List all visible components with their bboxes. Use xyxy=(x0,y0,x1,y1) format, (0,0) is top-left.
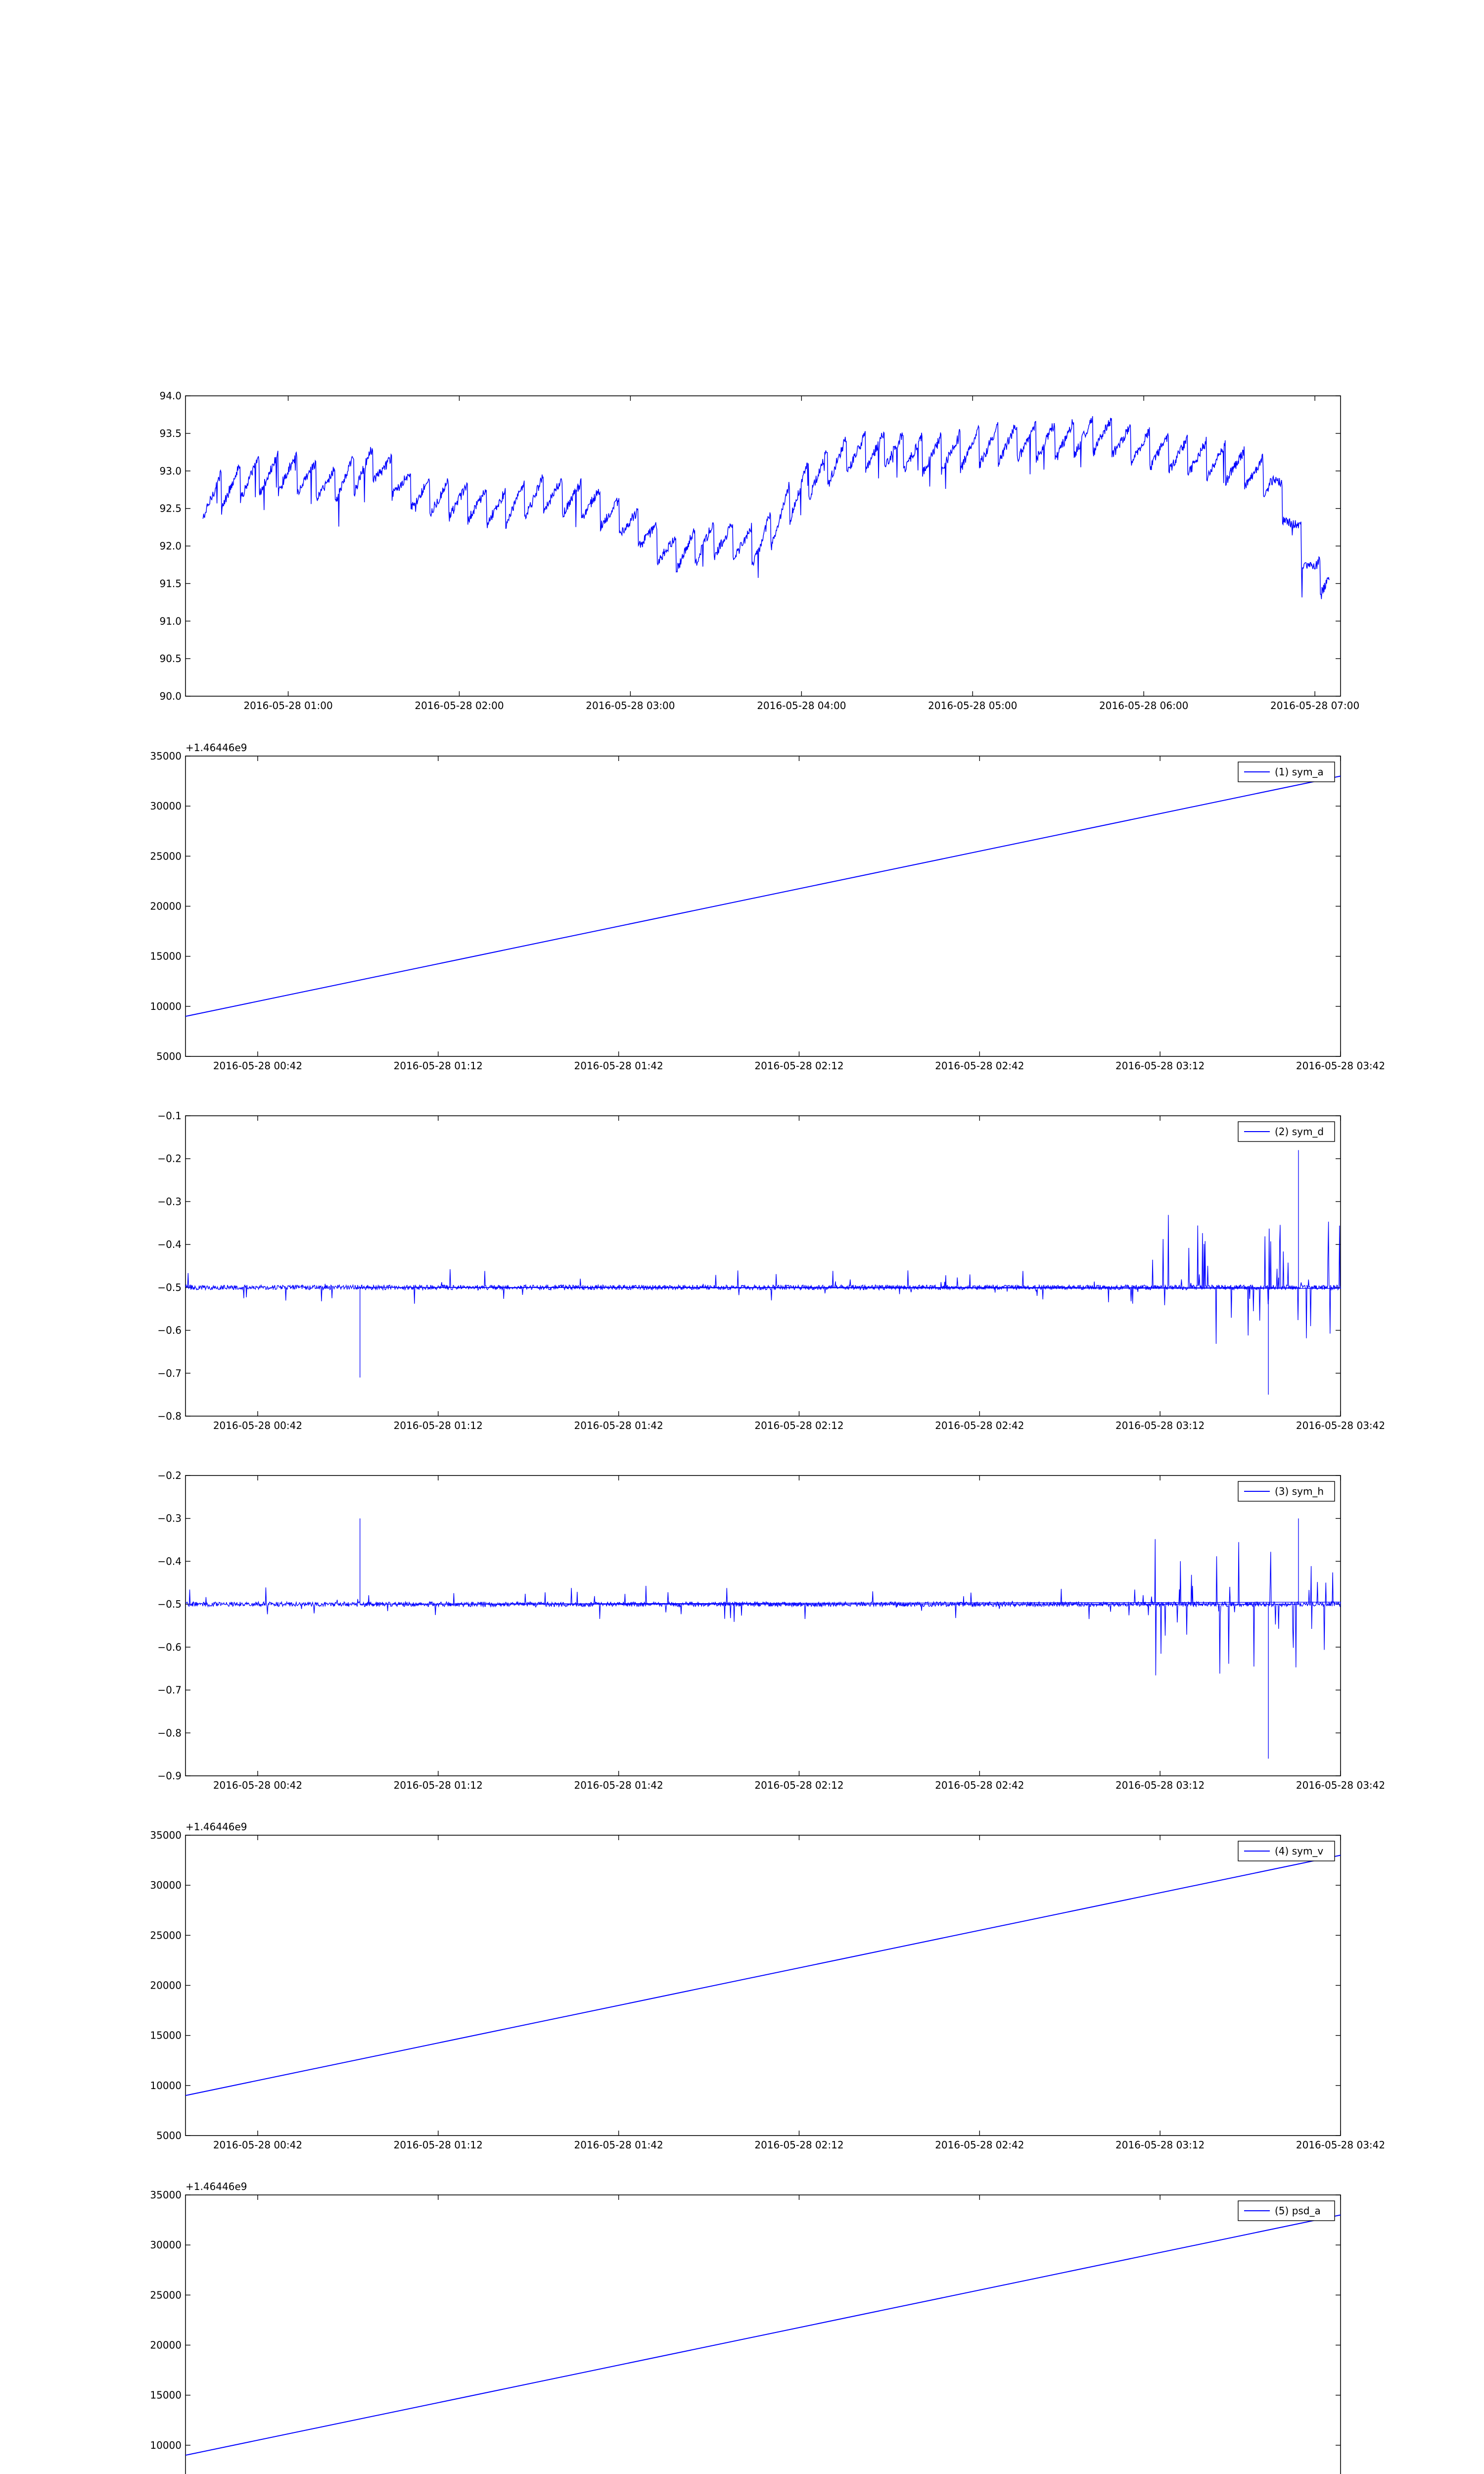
x-tick-label: 2016-05-28 03:42 xyxy=(1296,2139,1386,2151)
y-tick-label: 25000 xyxy=(150,2289,182,2301)
y-tick-label: 94.0 xyxy=(159,390,182,402)
x-tick-label: 2016-05-28 03:12 xyxy=(1115,2139,1205,2151)
offset-text: +1.46446e9 xyxy=(186,742,247,754)
x-tick-label: 2016-05-28 02:12 xyxy=(754,1420,844,1431)
y-tick-label: −0.2 xyxy=(157,1470,182,1481)
x-tick-label: 2016-05-28 02:42 xyxy=(935,2139,1024,2151)
y-tick-label: 15000 xyxy=(150,2029,182,2042)
x-tick-label: 2016-05-28 02:42 xyxy=(935,1779,1024,1791)
chart-panel-5 xyxy=(150,1821,1385,2151)
series-line xyxy=(186,776,1341,1016)
x-tick-label: 2016-05-28 03:12 xyxy=(1115,1779,1205,1791)
x-tick-label: 2016-05-28 05:00 xyxy=(928,700,1018,712)
y-tick-label: −0.1 xyxy=(157,1110,182,1122)
y-tick-label: −0.3 xyxy=(157,1195,182,1208)
plot-frame xyxy=(186,1835,1341,2136)
x-tick-label: 2016-05-28 02:42 xyxy=(935,1420,1024,1431)
y-tick-label: −0.8 xyxy=(157,1727,182,1739)
y-tick-label: 20000 xyxy=(150,1979,182,1992)
y-tick-label: 20000 xyxy=(150,900,182,912)
x-tick-label: 2016-05-28 02:12 xyxy=(754,1060,844,1072)
x-tick-label: 2016-05-28 03:42 xyxy=(1296,1779,1386,1791)
y-tick-label: −0.6 xyxy=(157,1324,182,1336)
plot-frame xyxy=(186,1116,1341,1416)
x-tick-label: 2016-05-28 01:12 xyxy=(393,1420,483,1431)
series-line xyxy=(186,2215,1341,2455)
series-line xyxy=(186,1519,1341,1759)
x-tick-label: 2016-05-28 02:12 xyxy=(754,2139,844,2151)
offset-text: +1.46446e9 xyxy=(186,1821,247,1833)
legend-label: (1) sym_a xyxy=(1275,766,1324,778)
y-tick-label: 15000 xyxy=(150,2389,182,2401)
y-tick-label: 91.0 xyxy=(159,615,182,627)
y-tick-label: 25000 xyxy=(150,1929,182,1942)
y-tick-label: 30000 xyxy=(150,800,182,812)
y-tick-label: −0.9 xyxy=(157,1770,182,1782)
x-tick-label: 2016-05-28 04:00 xyxy=(757,700,846,712)
x-tick-label: 2016-05-28 02:00 xyxy=(415,700,504,712)
x-tick-label: 2016-05-28 02:42 xyxy=(935,1060,1024,1072)
series-line xyxy=(186,1150,1341,1394)
y-tick-label: −0.5 xyxy=(157,1281,182,1293)
y-tick-label: 90.5 xyxy=(159,653,182,665)
plot-frame xyxy=(186,1475,1341,1776)
x-tick-label: 2016-05-28 03:42 xyxy=(1296,1420,1386,1431)
y-tick-label: 30000 xyxy=(150,1879,182,1892)
y-tick-label: 15000 xyxy=(150,950,182,962)
y-tick-label: 10000 xyxy=(150,1000,182,1012)
legend xyxy=(1238,1841,1335,1861)
y-tick-label: −0.2 xyxy=(157,1152,182,1165)
y-tick-label: 5000 xyxy=(156,2130,182,2141)
x-tick-label: 2016-05-28 01:42 xyxy=(574,1060,663,1072)
y-tick-label: −0.6 xyxy=(157,1641,182,1653)
plot-frame xyxy=(186,756,1341,1056)
y-tick-label: 93.0 xyxy=(159,465,182,477)
y-tick-label: −0.4 xyxy=(157,1555,182,1568)
x-tick-label: 2016-05-28 01:42 xyxy=(574,1420,663,1431)
x-tick-label: 2016-05-28 01:00 xyxy=(243,700,333,712)
y-tick-label: 20000 xyxy=(150,2339,182,2351)
legend xyxy=(1238,1481,1335,1501)
x-tick-label: 2016-05-28 06:00 xyxy=(1099,700,1189,712)
y-tick-label: 91.5 xyxy=(159,577,182,590)
legend xyxy=(1238,2201,1335,2221)
series-line xyxy=(203,416,1329,599)
y-tick-label: −0.7 xyxy=(157,1367,182,1380)
x-tick-label: 2016-05-28 00:42 xyxy=(213,1420,303,1431)
y-tick-label: 92.5 xyxy=(159,502,182,515)
chart-panel-1 xyxy=(159,390,1359,712)
x-tick-label: 2016-05-28 01:12 xyxy=(393,2139,483,2151)
series-line xyxy=(186,1855,1341,2095)
legend-label: (4) sym_v xyxy=(1275,1845,1324,1857)
chart-panel-4 xyxy=(157,1470,1385,1791)
y-tick-label: 35000 xyxy=(150,750,182,762)
plot-frame xyxy=(186,2195,1341,2474)
x-tick-label: 2016-05-28 03:12 xyxy=(1115,1060,1205,1072)
chart-panel-2 xyxy=(150,742,1385,1072)
x-tick-label: 2016-05-28 03:00 xyxy=(586,700,675,712)
x-tick-label: 2016-05-28 01:42 xyxy=(574,2139,663,2151)
y-tick-label: −0.8 xyxy=(157,1410,182,1422)
y-tick-label: −0.3 xyxy=(157,1512,182,1524)
x-tick-label: 2016-05-28 07:00 xyxy=(1270,700,1360,712)
plot-frame xyxy=(186,396,1341,696)
y-tick-label: −0.4 xyxy=(157,1238,182,1251)
chart-panel-6 xyxy=(150,2181,1385,2474)
legend-label: (2) sym_d xyxy=(1275,1126,1324,1138)
y-tick-label: 35000 xyxy=(150,1829,182,1841)
y-tick-label: 5000 xyxy=(156,1050,182,1062)
y-tick-label: 10000 xyxy=(150,2079,182,2092)
x-tick-label: 2016-05-28 00:42 xyxy=(213,2139,303,2151)
legend xyxy=(1238,762,1335,782)
chart-panel-3 xyxy=(157,1110,1385,1431)
x-tick-label: 2016-05-28 00:42 xyxy=(213,1060,303,1072)
y-tick-label: −0.5 xyxy=(157,1598,182,1611)
y-tick-label: 93.5 xyxy=(159,427,182,439)
x-tick-label: 2016-05-28 02:12 xyxy=(754,1779,844,1791)
x-tick-label: 2016-05-28 00:42 xyxy=(213,1779,303,1791)
legend-label: (3) sym_h xyxy=(1275,1485,1324,1497)
y-tick-label: 35000 xyxy=(150,2189,182,2201)
y-tick-label: 25000 xyxy=(150,850,182,862)
legend xyxy=(1238,1122,1335,1142)
x-tick-label: 2016-05-28 01:12 xyxy=(393,1779,483,1791)
x-tick-label: 2016-05-28 03:12 xyxy=(1115,1420,1205,1431)
offset-text: +1.46446e9 xyxy=(186,2181,247,2192)
y-tick-label: 10000 xyxy=(150,2439,182,2451)
y-tick-label: 30000 xyxy=(150,2239,182,2251)
x-tick-label: 2016-05-28 01:42 xyxy=(574,1779,663,1791)
legend-label: (5) psd_a xyxy=(1275,2205,1321,2217)
y-tick-label: −0.7 xyxy=(157,1684,182,1696)
x-tick-label: 2016-05-28 03:42 xyxy=(1296,1060,1386,1072)
y-tick-label: 92.0 xyxy=(159,540,182,552)
x-tick-label: 2016-05-28 01:12 xyxy=(393,1060,483,1072)
y-tick-label: 90.0 xyxy=(159,690,182,702)
